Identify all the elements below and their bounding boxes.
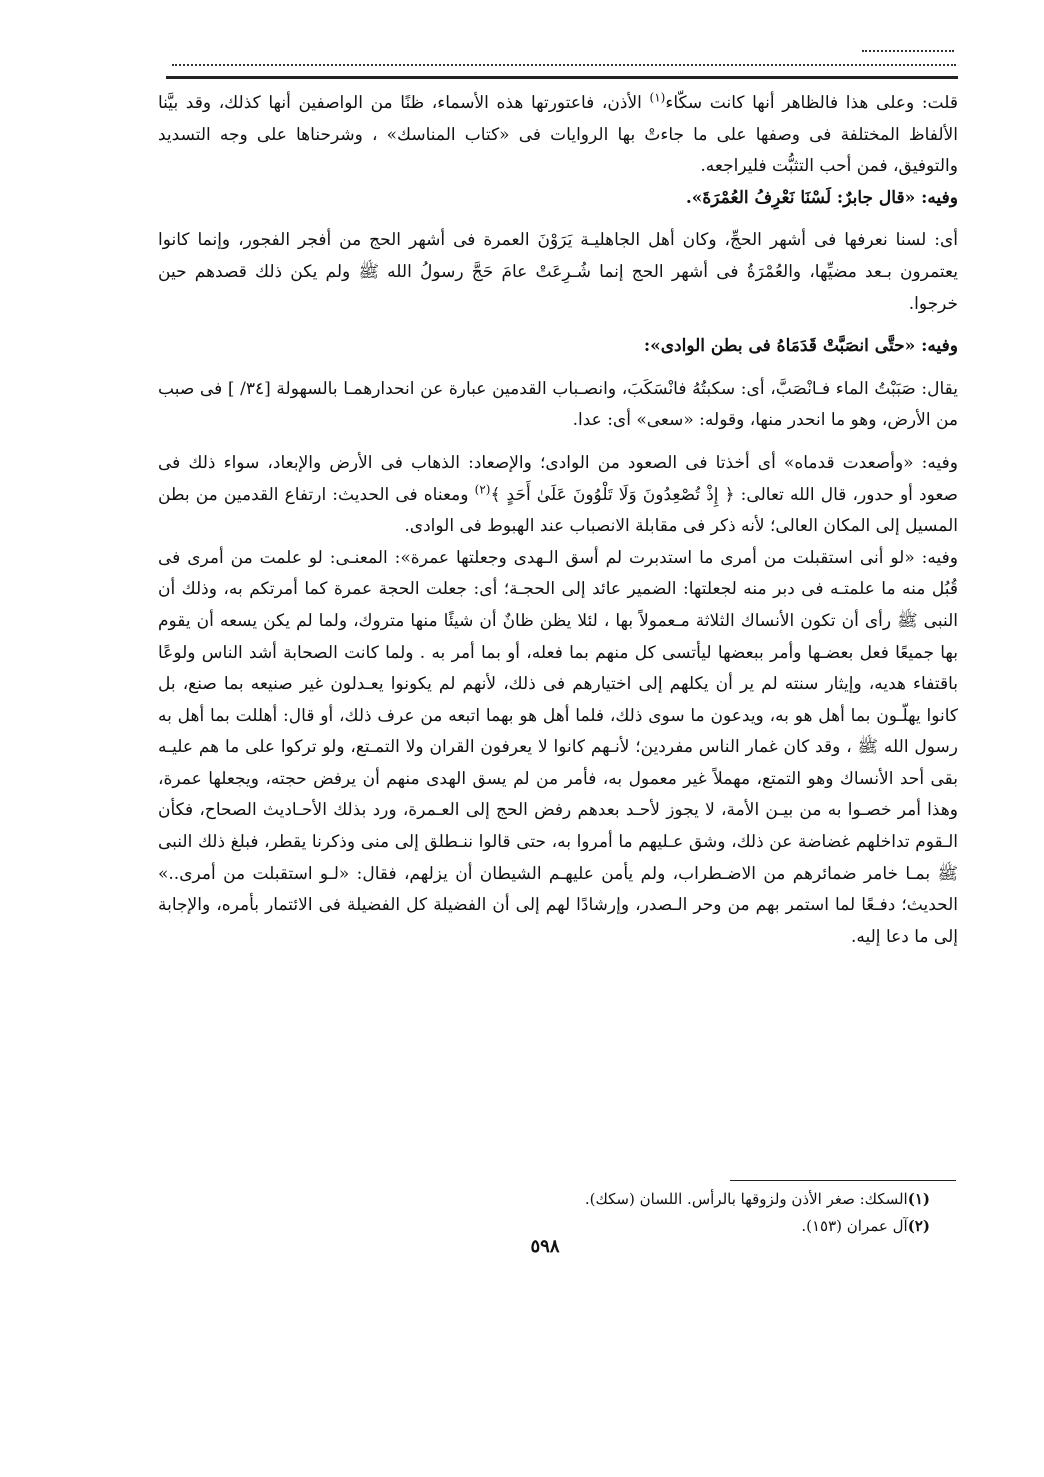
paragraph-text: يقال: صَبَبْتُ الماء فـانْصَبَّ، أى: سكبتُهُ فانْسَكَبَ، وانصـباب القدمين عبارة عن انحدارهمـا بالسهولة [٣٤/ ] فى صبب من الأرض، وهو ما انحدر منها، وقوله: «سعى» أى: عدا.	[158, 378, 958, 431]
header-dotted-ornament	[862, 50, 954, 52]
header-rule	[166, 76, 958, 79]
header-dotted-line	[172, 64, 956, 66]
footnote-text: آل عمران (١٥٣).	[801, 1217, 908, 1235]
footnotes	[500, 1186, 930, 1240]
paragraph-7	[158, 543, 958, 954]
paragraph-text: أى: لسنا نعرفها فى أشهر الحجِّ، وكان أهل الجاهليـة يَرَوْنَ العمرة فى أشهر الحج من أفجر الفجور، وإنما كانوا يعتمرون بـعد مضيِّها، والعُمْرَةُ فى أشهر الحج إنما شُـرِعَتْ عامَ حَجَّ رسولُ الله ﷺ ولم يكن ذلك قصدهم حين خرجوا.	[158, 230, 958, 314]
footnote-separator	[730, 1180, 956, 1181]
footnote-number: (٢)	[907, 1217, 930, 1235]
footnote-ref-2: (٢)	[474, 481, 491, 496]
hadith-quote-heading: وفيه: «حتَّى انصَبَّتْ قَدَمَاهُ فى بطن الوادى»:	[643, 336, 958, 357]
paragraph-text-tail: ومعناه فى الحديث: ارتفاع القدمين من بطن المسيل إلى المكان العالى؛ لأنه ذكر فى مقابلة الانصباب عند الهبوط فى الوادى.	[158, 484, 958, 537]
paragraph-6	[158, 448, 958, 543]
footnote-item	[500, 1186, 930, 1213]
paragraph-5	[158, 374, 958, 437]
paragraph-4	[158, 331, 958, 363]
footnote-text: السكك: صغر الأذن ولزوقها بالرأس. اللسان (سكك).	[584, 1190, 908, 1208]
paragraph-2	[158, 183, 958, 215]
page-number: ٥٩٨	[530, 1236, 560, 1257]
footnote-number: (١)	[907, 1190, 930, 1208]
footnote-ref-1: (١)	[649, 90, 666, 105]
paragraph-3	[158, 225, 958, 320]
paragraph-text: وفيه: «لو أنى استقبلت من أمرى ما استدبرت لم أسق الـهدى وجعلتها عمرة»: المعنـى: لو علمت من أمرى فى قُبُل منه ما علمتـه فى دبر منه لجعلتها: الضمير عائد إلى الحجـة؛ أى: جعلت الحجة عمرة كما أمرتكم به، وذلك أن النبى ﷺ رأى أن تكون الأنساك الثلاثة مـعمولاً بها ، لئلا يظن ظانٌ أن شيئًا منها متروك، ولما لم يكن يسعه أن يقوم بها جميعًا فعل بعضـها وأمر ببعضها ليأتسى كل منهم بما فعله، أو بما أمر به . ولما كانت الصحابة أشد الناس ولوعًا باقتفاء هديه، وإيثار سنته لم ير أن يكلهم إلى اختيارهم فى ذلك، لأنهم لم يكونوا يعـدلون غير صنيعه بما صنع، بل كانوا يهلّـون بما أهل هو به، ويدعون ما سوى ذلك، فلما أهل هو بهما اتبعه من عرف ذلك، أو قال: أهللت بما أهل به رسول الله ﷺ ، وقد كان غمار الناس مفردين؛ لأنـهم كانوا لا يعرفون القران ولا التمـتع، ولو تركوا على ما هم عليـه بقى أحد الأنساك وهو التمتع، مهملاً غير معمول به، فأمر من لم يسق الهدى منهم أن يرفض حجته، ويجعلها عمرة، وهذا أمر خصـوا به من بيـن الأمة، لا يجوز لأحـد بعدهم رفض الحج إلى العـمرة، ورد بذلك الأحـاديث الصحاح، فكأن الـقوم تداخلهم غضاضة عن ذلك، وشق عـليهم ما أمروا به، حتى قالوا ننـطلق إلى منى وذكرنا يقطر، فبلغ ذلك النبى ﷺ بمـا خامر ضمائرهم من الاضـطراب، ولم يأمن عليهـم الشيطان أن يزلهم، فقال: «لـو استقبلت من أمرى..» الحديث؛ دفـعًا لما استمر بهم من وحر الـصدر، وإرشادًا لهم إلى أن الفضيلة كل الفضيلة فى الائتمار بأمره، والإجابة إلى ما دعا إليه.	[158, 547, 959, 947]
paragraph-text: وفيه: «وأصعدت قدماه» أى أخذتا فى الصعود من الوادى؛ والإصعاد: الذهاب فى الأرض والإبعاد، سواء ذلك فى صعود أو حدور، قال الله تعالى: ﴿ إِذْ تُصْعِدُونَ وَلَا تَلْوُونَ عَلَىٰ أَحَدٍ ﴾	[158, 452, 958, 505]
paragraph-text-tail: الأذن، فاعتورتها هذه الأسماء، ظنًا من الواصفين أنها كذلك، وقد بيَّنا الألفاظ المختلفة فى وصفها على ما جاءتْ بها الروايات فى «كتاب المناسك» ، وشرحناها على وجه التسديد والتوفيق، فمن أحب التثبُّت فليراجعه.	[158, 93, 958, 177]
hadith-quote-heading: وفيه: «قال جابرٌ: لَسْنَا نَعْرِفُ العُمْرَةَ».	[685, 187, 958, 208]
paragraph-1	[158, 88, 958, 183]
paragraph-text: قلت: وعلى هذا فالظاهر أنها كانت سكّاء	[665, 93, 958, 113]
main-text	[158, 88, 958, 953]
